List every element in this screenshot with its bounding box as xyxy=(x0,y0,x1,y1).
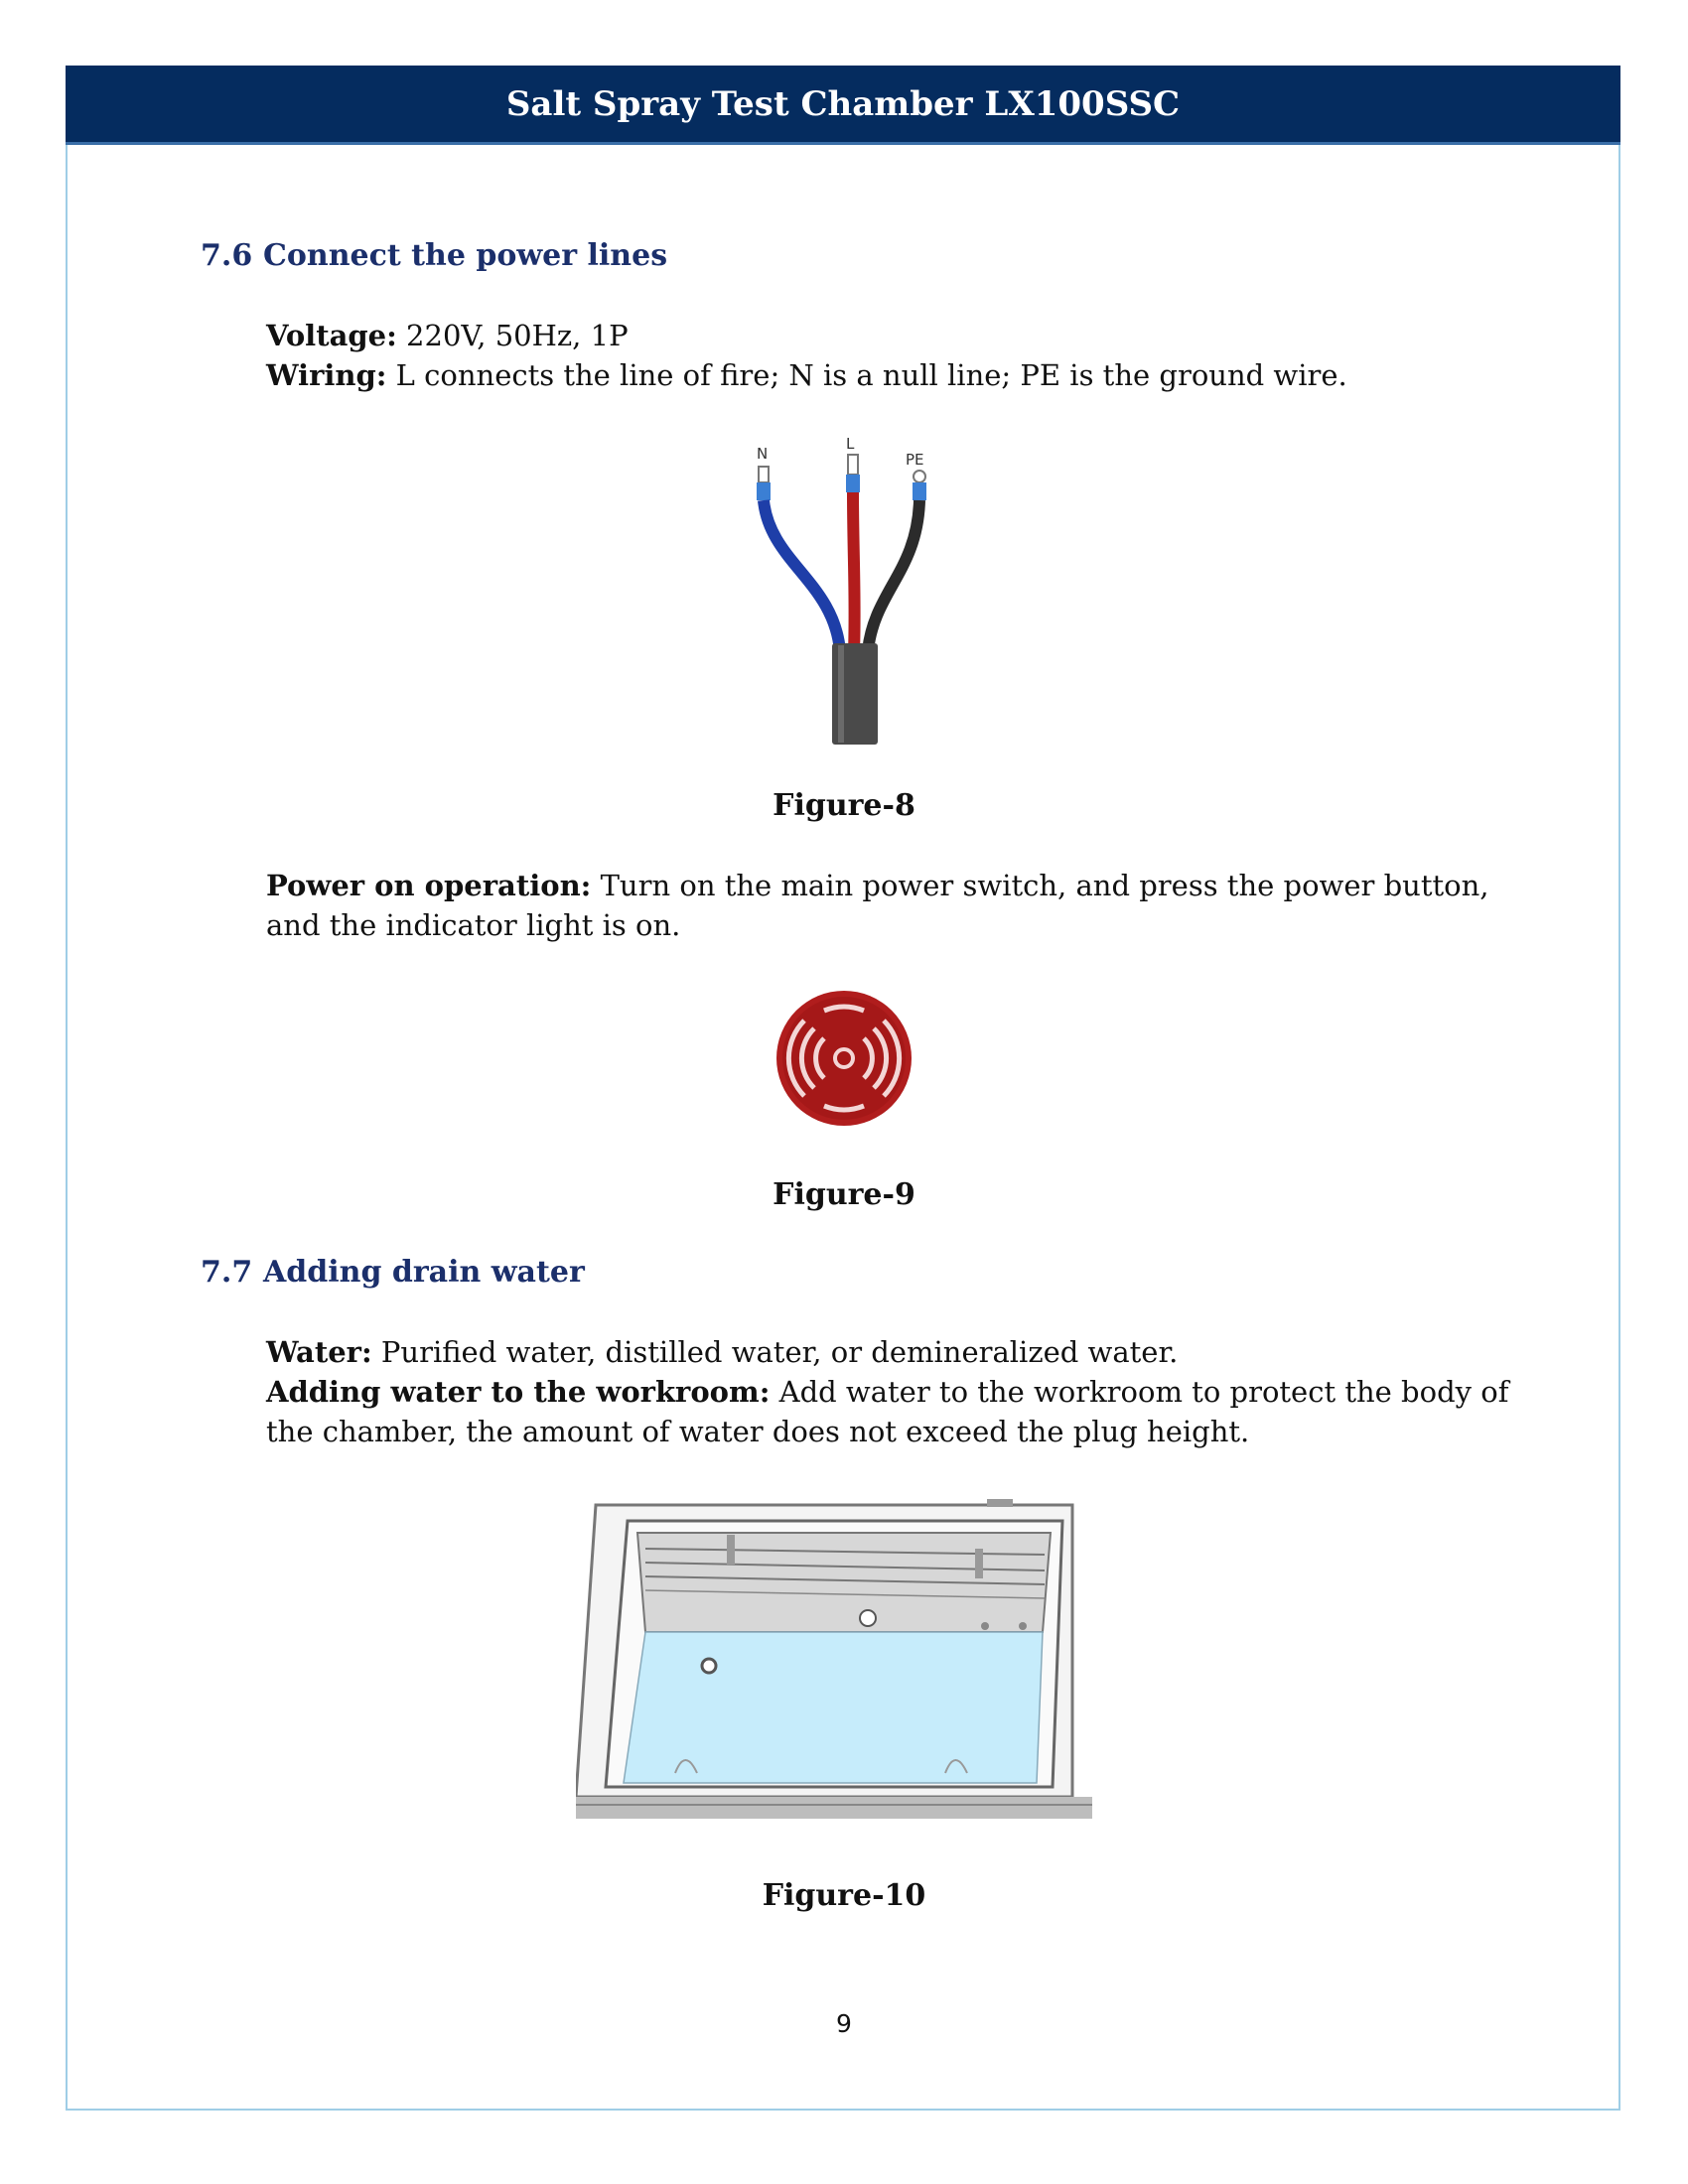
water-label: Water: xyxy=(266,1335,372,1369)
adding-water-label: Adding water to the workroom: xyxy=(266,1375,771,1409)
adding-water-paragraph xyxy=(266,1372,1517,1451)
section-number: 7.7 xyxy=(201,1255,253,1290)
wiring-label: Wiring: xyxy=(266,358,387,392)
page-header xyxy=(66,66,1620,145)
wire-label-n: N xyxy=(757,445,769,463)
voltage-text: 220V, 50Hz, 1P xyxy=(396,319,629,352)
section-heading-7-6 xyxy=(201,238,667,273)
voltage-line xyxy=(266,316,1517,355)
figure-10-chamber-image xyxy=(576,1499,1092,1827)
figure-8-caption: Figure-8 xyxy=(773,788,915,823)
figure-8-wiring-image xyxy=(735,433,953,751)
water-text: Purified water, distilled water, or demineralized water. xyxy=(371,1335,1179,1369)
power-on-text: Turn on the main power switch, and press the power button, and the indicator light is on. xyxy=(266,869,1489,942)
power-button-icon xyxy=(774,989,914,1128)
water-line xyxy=(266,1332,1517,1372)
section-heading-7-7 xyxy=(201,1255,585,1290)
wiring-line xyxy=(266,355,1517,395)
power-on-paragraph xyxy=(266,866,1517,945)
section-title: Adding drain water xyxy=(263,1255,585,1290)
figure-9-caption: Figure-9 xyxy=(773,1177,915,1212)
page-number: 9 xyxy=(836,2009,852,2038)
section-title: Connect the power lines xyxy=(263,238,668,273)
figure-10-caption: Figure-10 xyxy=(762,1878,926,1913)
adding-water-text: Add water to the workroom to protect the body of the chamber, the amount of water does not exceed the plug height. xyxy=(266,1375,1509,1448)
wire-label-l: L xyxy=(846,435,855,453)
power-on-label: Power on operation: xyxy=(266,869,592,902)
wire-label-pe: PE xyxy=(906,451,924,469)
header-title: Salt Spray Test Chamber LX100SSC xyxy=(505,83,1181,124)
section-number: 7.6 xyxy=(201,238,253,273)
wiring-text: L connects the line of fire; N is a null line; PE is the ground wire. xyxy=(386,358,1347,392)
voltage-label: Voltage: xyxy=(266,319,397,352)
